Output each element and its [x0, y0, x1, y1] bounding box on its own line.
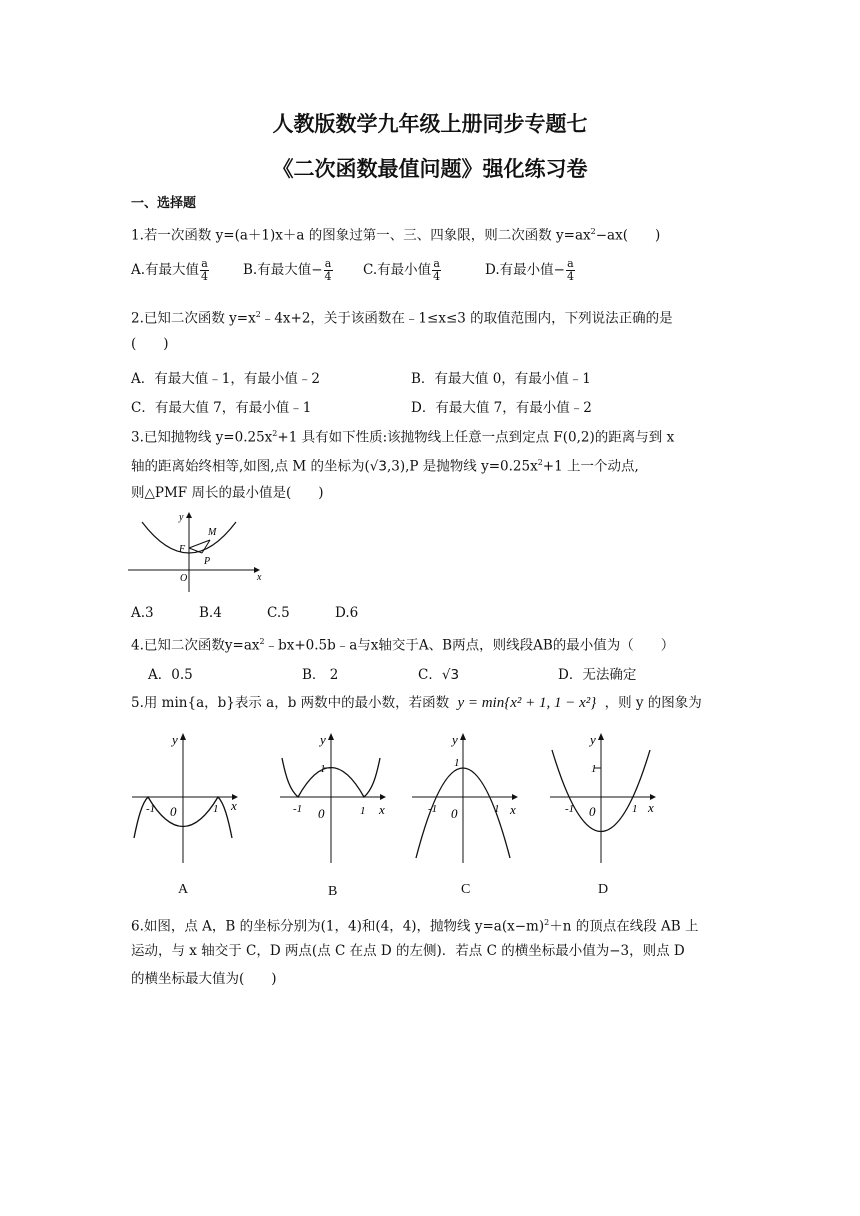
q3-fig-p-label: P: [204, 556, 211, 567]
q3-option-a: A.3: [131, 605, 154, 621]
q2-stem: 2.已知二次函数 $y=x^2﹣4x+2$，关于该函数在﹣1≤x≤3 的取值范围内，下列说法正确的是: [131, 310, 673, 327]
q6-stem-line2: 运动，与 x 轴交于 C，D 两点(点 C 在点 D 的左侧)．若点 C 的横坐标最小值为−3，则点 D: [131, 943, 685, 959]
q1-option-a: A.有最大值 $\frac{a}{4}$: [131, 257, 209, 283]
q2-option-b: B．有最大值 0，有最小值﹣1: [411, 371, 591, 387]
q3-stem-line2: 轴的距离始终相等,如图,点 M 的坐标为(√3,3),P 是抛物线 $y=0.25x^2+1$ 上一个动点,: [131, 458, 639, 475]
svg-text:x: x: [510, 802, 516, 817]
q4-option-b: B． 2: [302, 667, 339, 683]
q2-option-d: D．有最大值 7，有最小值﹣2: [411, 400, 592, 416]
svg-text:y: y: [172, 732, 178, 747]
q3-fig-x-label: x: [257, 572, 262, 583]
svg-text:1: 1: [454, 757, 460, 769]
q3-option-d: D.6: [335, 605, 359, 621]
svg-text:1: 1: [320, 763, 326, 775]
svg-text:-1: -1: [293, 803, 303, 815]
svg-text:x: x: [231, 798, 237, 813]
svg-text:-1: -1: [428, 803, 438, 815]
q4-option-a: A．0.5: [148, 667, 193, 683]
svg-text:y: y: [452, 732, 458, 747]
q1-option-d: D.有最小值− $\frac{a}{4}$: [485, 257, 574, 283]
svg-text:-1: -1: [146, 803, 156, 815]
q3-fig-y-label: y: [179, 512, 184, 523]
q3-fig-m-label: M: [208, 527, 217, 538]
q4-option-c: C．√3: [418, 667, 460, 683]
section-heading: 一、选择题: [131, 196, 197, 211]
q2-option-a: A．有最大值﹣1，有最小值﹣2: [131, 371, 320, 387]
svg-text:1: 1: [494, 803, 500, 815]
q1-stem: 1.若一次函数 y=(a＋1)x＋a 的图象过第一、三、四象限，则二次函数 $y=ax^2-ax$( ): [131, 227, 661, 244]
svg-text:1: 1: [360, 805, 366, 817]
q3-stem-line3: 则△PMF 周长的最小值是( ): [131, 485, 324, 501]
q5-option-d: D: [598, 882, 609, 897]
q5-graph-b: [276, 728, 391, 866]
svg-text:y: y: [320, 732, 326, 747]
q4-option-d: D．无法确定: [558, 667, 637, 683]
q5-graph-d: [546, 728, 661, 866]
q3-option-b: B.4: [199, 605, 222, 621]
q6-stem-line3: 的横坐标最大值为( ): [131, 971, 277, 987]
q5-option-a: A: [178, 882, 189, 897]
q5-graph-a: [128, 728, 243, 866]
svg-text:1: 1: [213, 803, 219, 815]
q3-option-c: C.5: [267, 605, 290, 621]
svg-text:0: 0: [170, 804, 177, 819]
q6-stem-line1: 6.如图，点 A，B 的坐标分别为(1，4)和(4，4)，抛物线 $y=a(x-m)^2+n$ 的顶点在线段 AB 上: [131, 918, 699, 935]
q1-option-b: B.有最大值− $\frac{a}{4}$: [243, 257, 332, 283]
q2-paren: ( ): [131, 336, 169, 352]
page-subtitle: 《二次函数最值问题》强化练习卷: [272, 157, 588, 181]
q5-option-b: B: [328, 884, 338, 899]
svg-text:x: x: [379, 802, 385, 817]
svg-text:y: y: [590, 732, 596, 747]
q3-fig-f-label: F: [179, 544, 186, 555]
svg-text:1: 1: [591, 763, 597, 775]
q3-figure: [128, 508, 263, 593]
svg-text:x: x: [648, 800, 654, 815]
svg-text:1: 1: [632, 803, 638, 815]
q5-stem: 5.用 min{a，b}表示 a，b 两数中的最小数，若函数 y = min{x² + 1, 1 − x²} ，则 y 的图象为: [131, 695, 702, 711]
q3-fig-o-label: O: [180, 573, 188, 584]
svg-text:-1: -1: [565, 803, 575, 815]
svg-text:0: 0: [451, 806, 458, 821]
q1-option-c: C.有最小值 $\frac{a}{4}$: [363, 257, 441, 283]
q5-option-c: C: [461, 882, 471, 897]
q4-stem: 4.已知二次函数$y=ax^2﹣bx+0.5b﹣a$与x轴交于A、B两点，则线段AB的最小值为（ ）: [131, 637, 675, 654]
svg-text:0: 0: [318, 806, 325, 821]
q5-graph-c: [408, 728, 523, 866]
q2-option-c: C．有最大值 7，有最小值﹣1: [131, 400, 312, 416]
page-title: 人教版数学九年级上册同步专题七: [272, 112, 588, 136]
q3-stem-line1: 3.已知抛物线 $y=0.25x^2+1$ 具有如下性质:该抛物线上任意一点到定点 F(0,2)的距离与到 x: [131, 429, 675, 446]
svg-text:0: 0: [589, 804, 596, 819]
